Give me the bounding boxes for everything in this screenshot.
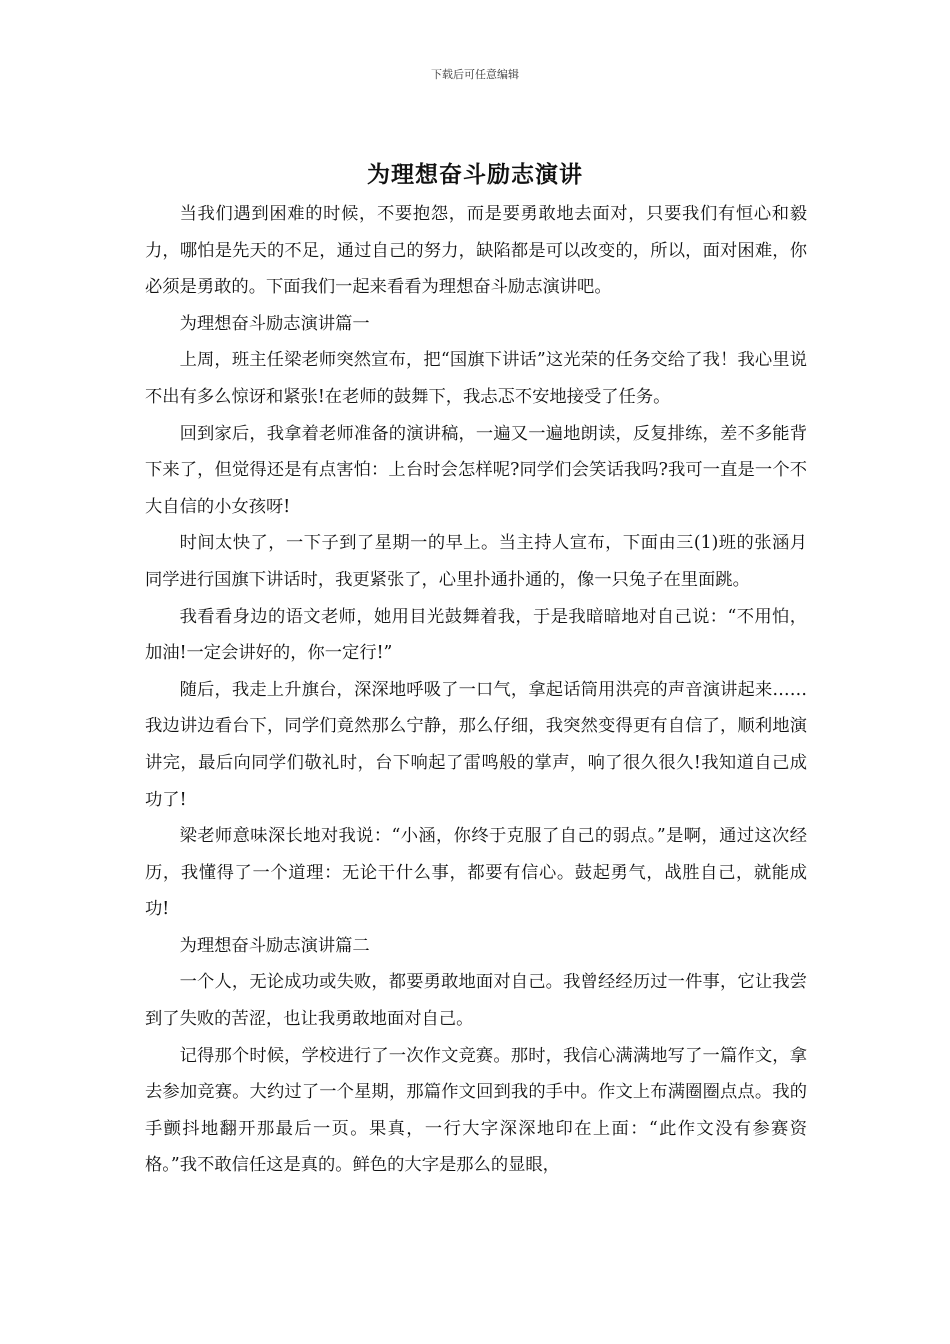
- section-heading-2: 为理想奋斗励志演讲篇二: [179, 935, 370, 956]
- paragraph-intro: 当我们遇到困难的时候，不要抱怨，而是要勇敢地去面对，只要我们有恒心和毅力，哪怕是先天的不足，通过自己的努力，缺陷都是可以改变的，所以，面对困难，你必须是勇敢的。下面我们一起来看看为理想奋斗励志演讲吧。: [145, 204, 807, 298]
- paragraph: 梁老师意味深长地对我说：“小涵，你终于克服了自己的弱点。”是啊，通过这次经历，我懂得了一个道理：无论干什么事，都要有信心。鼓起勇气，战胜自己，就能成功!: [145, 826, 807, 920]
- paragraph: 一个人，无论成功或失败，都要勇敢地面对自己。我曾经经历过一件事，它让我尝到了失败的苦涩，也让我勇敢地面对自己。: [145, 972, 807, 1030]
- paragraph: 随后，我走上升旗台，深深地呼吸了一口气，拿起话筒用洪亮的声音演讲起来……我边讲边看台下，同学们竟然那么宁静，那么仔细，我突然变得更有自信了，顺利地演讲完，最后向同学们敬礼时，台下响起了雷鸣般的掌声，响了很久很久!我知道自己成功了!: [145, 679, 807, 810]
- document-body: [145, 196, 807, 1184]
- paragraph: 时间太快了，一下子到了星期一的早上。当主持人宣布，下面由三(1)班的张涵月同学进行国旗下讲话时，我更紧张了，心里扑通扑通的，像一只兔子在里面跳。: [145, 533, 807, 590]
- paragraph: 我看看身边的语文老师，她用目光鼓舞着我，于是我暗暗地对自己说：“不用怕，加油!一定会讲好的，你一定行!”: [145, 606, 807, 664]
- paragraph: 回到家后，我拿着老师准备的演讲稿，一遍又一遍地朗读，反复排练，差不多能背下来了，但觉得还是有点害怕：上台时会怎样呢?同学们会笑话我吗?我可一直是一个不大自信的小女孩呀!: [145, 423, 807, 517]
- paragraph: 记得那个时候，学校进行了一次作文竞赛。那时，我信心满满地写了一篇作文，拿去参加竞赛。大约过了一个星期，那篇作文回到我的手中。作文上布满圈圈点点。我的手颤抖地翻开那最后一页。果真，一行大字深深地印在上面：“此作文没有参赛资格。”我不敢信任这是真的。鲜色的大字是那么的显眼，: [145, 1045, 807, 1176]
- paragraph: 上周，班主任梁老师突然宣布，把“国旗下讲话”这光荣的任务交给了我！我心里说不出有多么惊讶和紧张!在老师的鼓舞下，我忐忑不安地接受了任务。: [145, 350, 807, 407]
- section-heading-1: 为理想奋斗励志演讲篇一: [179, 313, 370, 334]
- document-title: 为理想奋斗励志演讲: [367, 161, 583, 188]
- page-header: 下载后可任意编辑: [431, 68, 519, 81]
